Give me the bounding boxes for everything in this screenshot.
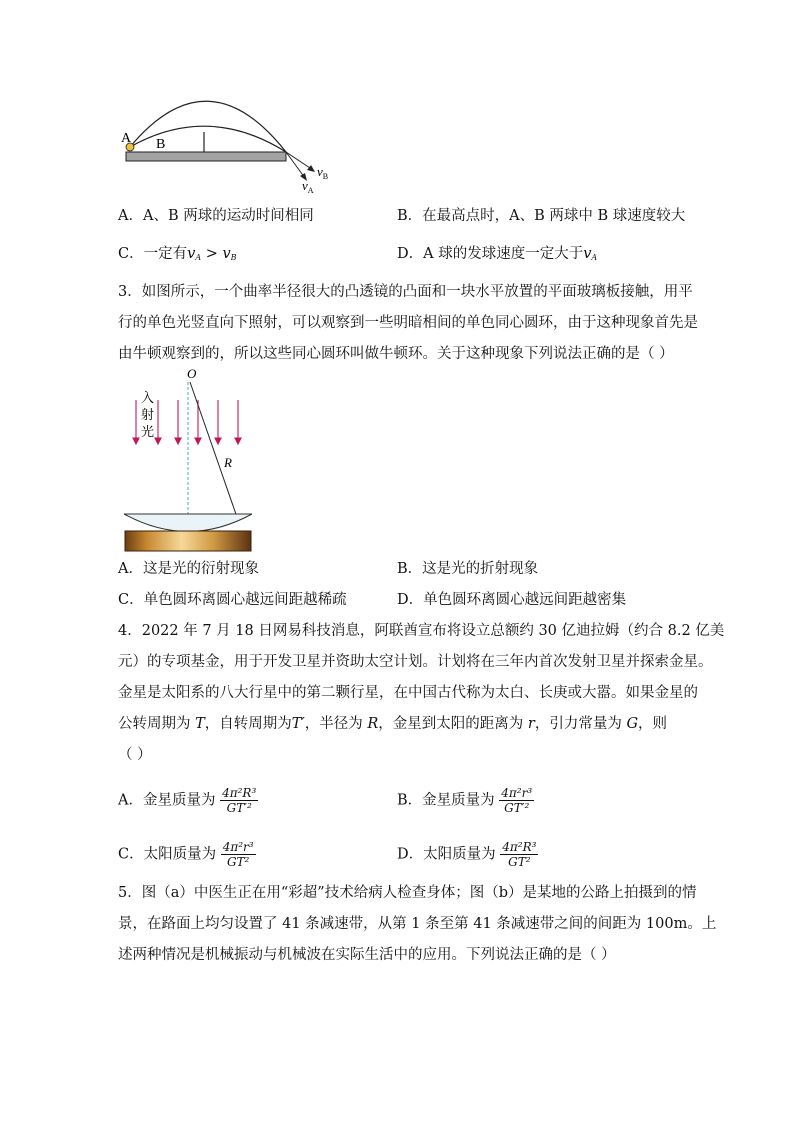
denominator: GT² — [508, 855, 531, 869]
label-A: A — [121, 131, 132, 146]
label-vB: $v_B$ — [317, 164, 329, 181]
denominator: GT² — [226, 855, 250, 869]
q4-var-r: r — [527, 716, 535, 732]
q2-option-a: A．A、B 两球的运动时间相同 — [118, 208, 314, 224]
q4-option-a — [118, 786, 258, 815]
q5-line-1: 5．图（a）中医生正在用“彩超”技术给病人检查身体；图（b）是某地的公路上拍摄到的情 — [118, 885, 697, 901]
q4-line-3: 金星是太阳系的八大行星中的第二颗行星，在中国古代称为太白、长庚或大嚣。如果金星的 — [118, 685, 698, 701]
q3-option-d: D．单色圆环离圆心越远间距越密集 — [397, 592, 627, 608]
denominator: GT′² — [226, 801, 252, 815]
trajectory-B — [130, 126, 286, 152]
newton-rings-figure — [118, 362, 268, 556]
q2-option-c — [118, 244, 237, 268]
q4-text: 公转周期为 — [118, 716, 196, 732]
q4-text: ，则 — [638, 716, 668, 732]
q2-option-c-s2: B — [230, 253, 237, 262]
q3-line-2: 行的单色光竖直向下照射，可以观察到一些明暗相间的单色同心圆环，由于这种现象首先是 — [118, 315, 698, 331]
q2-option-d-v: v — [583, 246, 592, 262]
q3-option-a: A．这是光的衍射现象 — [118, 561, 259, 577]
q4-line-4 — [118, 714, 667, 734]
q4-option-b — [397, 786, 534, 815]
q3-option-b: B．这是光的折射现象 — [397, 561, 539, 577]
numerator: 4π²r³ — [501, 786, 533, 800]
q4-option-c-label: C．太阳质量为 — [118, 846, 217, 863]
q4-var-Tprime: T′ — [291, 716, 305, 732]
q4-var-T: T — [195, 716, 205, 732]
q2-option-d — [397, 244, 597, 268]
label-R: R — [224, 455, 232, 470]
q3-option-c: C．单色圆环离圆心越远间距越稀疏 — [118, 592, 347, 608]
q4-option-b-label: B．金星质量为 — [397, 792, 495, 809]
numerator: 4π²r³ — [222, 840, 254, 854]
numerator: 4π²R³ — [502, 840, 537, 854]
q4-option-d — [397, 840, 538, 869]
q2-option-b: B．在最高点时，A、B 两球中 B 球速度较大 — [397, 208, 686, 224]
label-vA: $v_A$ — [302, 178, 314, 195]
q4-option-a-label: A．金星质量为 — [118, 792, 216, 809]
velocity-vA-arrow — [286, 152, 305, 178]
q2-option-c-prefix: C．一定有 — [118, 246, 188, 262]
q3-line-1: 3．如图所示，一个曲率半径很大的凸透镜的凸面和一块水平放置的平面玻璃板接触，用平 — [118, 284, 693, 300]
q4-line-1: 4．2022 年 7 月 18 日网易科技消息，阿联酋宣布将设立总额约 30 亿迪拉姆（约合 8.2 亿美 — [118, 623, 725, 639]
q4-option-c-fraction — [221, 840, 256, 869]
q2-option-c-v2: v — [222, 246, 231, 262]
denominator: GT′² — [504, 801, 530, 815]
q5-line-2: 景，在路面上均匀设置了 41 条减速带，从第 1 条至第 41 条减速带之间的间距为 100m。上 — [118, 916, 717, 932]
q4-text: ，金星到太阳的距离为 — [378, 716, 528, 732]
glass-plate — [125, 531, 251, 551]
convex-lens — [124, 514, 252, 532]
q2-option-c-op: > — [201, 246, 223, 262]
q2-option-c-v1: v — [187, 246, 196, 262]
q4-option-d-fraction — [500, 840, 538, 869]
numerator: 4π²R³ — [222, 786, 257, 800]
q2-option-c-s1: A — [195, 253, 202, 262]
q3-line-3: 由牛顿观察到的，所以这些同心圆环叫做牛顿环。关于这种现象下列说法正确的是（ ） — [118, 346, 674, 362]
label-O: O — [187, 366, 197, 381]
q2-option-d-s: A — [591, 253, 598, 262]
q4-line-2: 元）的专项基金，用于开发卫星并资助太空计划。计划将在三年内首次发射卫星并探索金星。 — [118, 654, 713, 670]
label-B: B — [156, 137, 166, 152]
radius-line — [190, 382, 238, 520]
q4-text: ，自转周期为 — [204, 716, 292, 732]
velocity-vB-arrow — [286, 152, 313, 170]
light-label-3: 光 — [141, 425, 155, 440]
q4-text: ，半径为 — [304, 716, 368, 732]
q4-line-5: （ ） — [118, 747, 152, 763]
q4-option-a-fraction — [220, 786, 258, 815]
ground-plate — [126, 152, 286, 161]
q4-var-R: R — [367, 716, 379, 732]
light-label-1: 入 — [141, 391, 155, 406]
q5-line-3: 述两种情况是机械振动与机械波在实际生活中的应用。下列说法正确的是（ ） — [118, 947, 616, 963]
q4-var-G: G — [626, 716, 639, 732]
velocity-vB-arrowhead — [307, 165, 315, 172]
light-label-2: 射 — [141, 408, 155, 423]
q4-option-b-fraction — [499, 786, 534, 815]
q4-text: ，引力常量为 — [534, 716, 627, 732]
q2-option-d-prefix: D．A 球的发球速度一定大于 — [397, 246, 584, 262]
projectile-figure — [118, 98, 348, 198]
q4-option-d-label: D．太阳质量为 — [397, 846, 496, 863]
q4-option-c — [118, 840, 256, 869]
